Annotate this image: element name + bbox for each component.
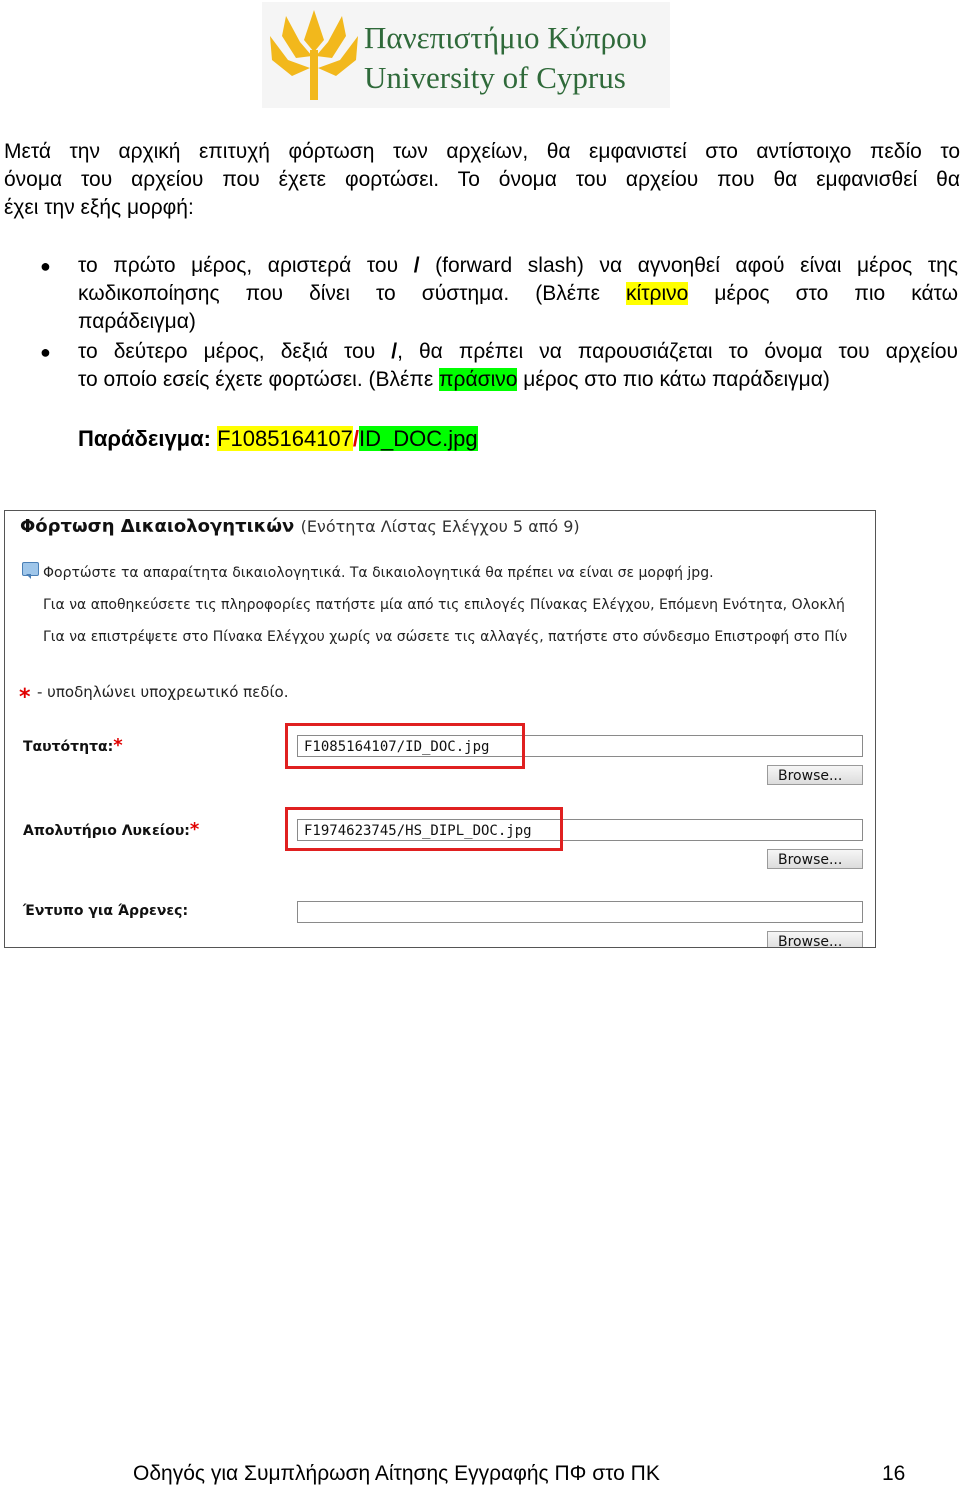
slash-symbol: / <box>391 340 398 363</box>
intro-line-3: έχει την εξής μορφή: <box>4 196 194 219</box>
intro-line-1: Μετά την αρχική επιτυχή φόρτωση των αρχείων, θα εμφανιστεί στο αντίστοιχο πεδίο το <box>4 140 960 163</box>
form-title-text: Φόρτωση Δικαιολογητικών <box>20 516 295 537</box>
info-message: Φορτώστε τα απαραίτητα δικαιολογητικά. Τα δικαιολογητικά θα πρέπει να είναι σε μορφή jpg. <box>43 565 714 581</box>
diploma-label <box>23 819 199 840</box>
male-form-label: Έντυπο για Άρρενες: <box>23 903 189 919</box>
field-label-text: Απολυτήριο Λυκείου: <box>23 823 190 839</box>
bullet-1-line-3: παράδειγμα) <box>78 310 196 333</box>
required-star-icon: * <box>189 819 200 840</box>
bullet-2-line-1 <box>78 338 958 366</box>
instruction-save: Για να αποθηκεύσετε τις πληροφορίες πατήστε μία από τις επιλογές Πίνακας Ελέγχου, Επόμενη Ενότητα, Ολοκλή <box>43 597 845 613</box>
slash-symbol: / <box>413 254 420 277</box>
example-code-part: F1085164107 <box>217 426 353 451</box>
bullet-text: το οποίο εσείς έχετε φορτώσει. (Βλέπε <box>78 368 440 391</box>
bullet-1-line-2 <box>78 280 958 308</box>
upload-form-screenshot <box>4 510 876 948</box>
page-number: 16 <box>882 1462 906 1485</box>
male-form-browse-button[interactable]: Browse... <box>767 931 863 948</box>
id-card-file-input[interactable]: F1085164107/ID_DOC.jpg <box>297 735 863 757</box>
required-note: - υποδηλώνει υποχρεωτικό πεδίο. <box>37 683 289 701</box>
bullet-text: μέρος στο πιο κάτω <box>688 282 959 305</box>
bullet-text: μέρος στο πιο κάτω παράδειγμα) <box>517 368 830 391</box>
green-highlight-word: πράσινο <box>439 368 518 391</box>
example-slash: / <box>352 426 360 451</box>
university-name-greek: Πανεπιστήμιο Κύπρου <box>364 20 647 55</box>
form-subtitle: (Ενότητα Λίστας Ελέγχου 5 από 9) <box>300 517 580 536</box>
form-title <box>20 516 580 537</box>
highlight-box <box>285 723 525 769</box>
university-name-english: University of Cyprus <box>364 60 626 95</box>
male-form-file-input[interactable] <box>297 901 863 923</box>
bullet-dot: ● <box>40 256 51 276</box>
bullet-1-line-1 <box>78 252 958 280</box>
bullet-text: (forward slash) να αγνοηθεί αφού είναι μέρος της <box>419 254 958 277</box>
yellow-highlight-word: κίτρινο <box>626 282 689 305</box>
cyprus-tree-emblem-icon <box>266 6 362 104</box>
bullet-text: το δεύτερο μέρος, δεξιά του <box>78 340 392 363</box>
example-line <box>78 424 478 454</box>
info-speech-bubble-icon <box>22 562 39 576</box>
id-card-label <box>23 735 123 756</box>
bullet-2-line-2 <box>78 366 958 394</box>
diploma-browse-button[interactable]: Browse... <box>767 849 863 869</box>
intro-line-2: όνομα του αρχείου που έχετε φορτώσει. Το όνομα του αρχείου που θα εμφανισθεί θα <box>4 168 960 191</box>
example-filename-part: ID_DOC.jpg <box>359 426 478 451</box>
required-star-icon: * <box>19 685 31 710</box>
university-logo <box>262 2 670 108</box>
footer-text: Οδηγός για Συμπλήρωση Αίτησης Εγγραφής ΠΦ στο ΠΚ <box>133 1462 660 1485</box>
field-label-text: Ταυτότητα: <box>23 739 114 755</box>
id-card-browse-button[interactable]: Browse... <box>767 765 863 785</box>
bullet-text: , θα πρέπει να παρουσιάζεται το όνομα του αρχείου <box>397 340 958 363</box>
example-label: Παράδειγμα: <box>78 426 218 451</box>
instruction-return: Για να επιστρέψετε στο Πίνακα Ελέγχου χωρίς να σώσετε τις αλλαγές, πατήστε στο σύνδεσμο Επιστροφή στο Πίν <box>43 629 848 645</box>
highlight-box <box>285 807 563 851</box>
bullet-text: κωδικοποίησης που δίνει το σύστημα. (Βλέπε <box>78 282 627 305</box>
diploma-file-input[interactable]: F1974623745/HS_DIPL_DOC.jpg <box>297 819 863 841</box>
required-star-icon: * <box>113 735 123 756</box>
bullet-dot: ● <box>40 342 51 362</box>
bullet-text: το πρώτο μέρος, αριστερά του <box>78 254 414 277</box>
